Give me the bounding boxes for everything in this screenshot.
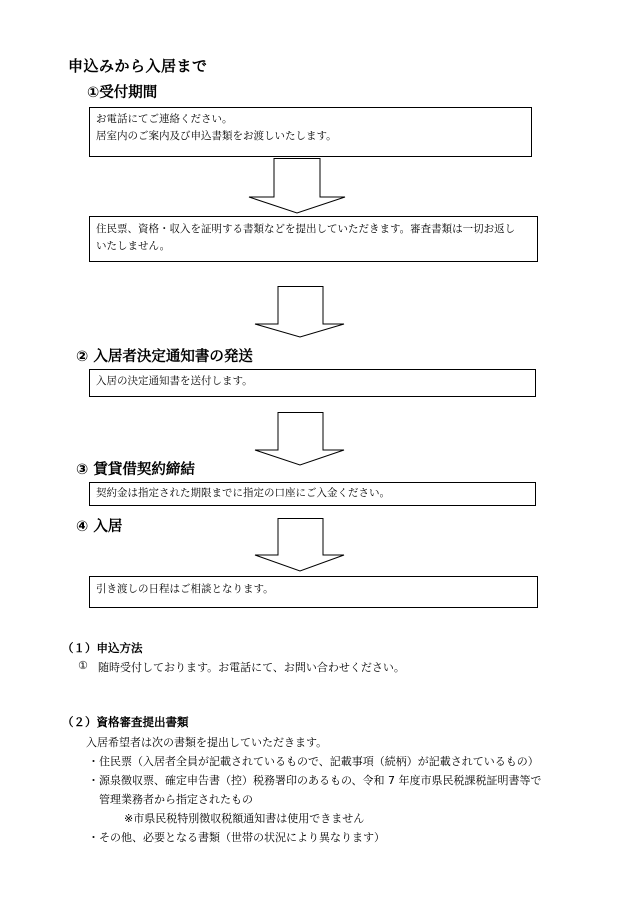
step1-box1-line1: お電話にてご連絡ください。 (96, 113, 233, 125)
section2-note: ※市県民税特別徴収税額通知書は使用できません (124, 812, 365, 825)
down-arrow-icon (253, 412, 345, 466)
step3-box-text: 契約金は指定された期限までに指定の口座にご入金ください。 (96, 487, 390, 499)
section1-heading: （１）申込方法 (62, 641, 143, 655)
down-arrow-icon (253, 518, 345, 572)
step3-heading: ③ 賃貸借契約締結 (76, 462, 195, 478)
step2-heading: ② 入居者決定通知書の発送 (76, 349, 253, 365)
step1-heading: ①受付期間 (87, 85, 158, 101)
down-arrow-icon (253, 286, 345, 338)
section2-bullet: ・源泉徴収票、確定申告書（控）税務署印のあるもの、令和 7 年度市県民税課税証明書等で (88, 774, 542, 787)
step1-box1-line2: 居室内のご案内及び申込書類をお渡しいたします。 (96, 130, 337, 142)
step4-heading: ④ 入居 (76, 519, 123, 535)
step1-box2-line2: いたしません。 (96, 240, 171, 252)
section2-bullet: ・その他、必要となる書類（世帯の状況により異なります） (88, 831, 385, 844)
section1-item-number: ① (78, 659, 88, 672)
step1-box1 (89, 107, 532, 157)
down-arrow-icon (247, 158, 347, 214)
step3-box (89, 482, 536, 506)
section1-item-text: 随時受付しております。お電話にて、お問い合わせください。 (98, 661, 405, 674)
step2-box-text: 入居の決定通知書を送付します。 (96, 375, 253, 387)
section2-intro: 入居希望者は次の書類を提出していただきます。 (86, 736, 328, 749)
step1-box2 (89, 216, 538, 262)
step4-box (89, 576, 538, 608)
step2-box (89, 369, 536, 397)
page-title: 申込みから入居まで (68, 57, 208, 75)
section2-bullet: ・住民票（入居者全員が記載されているもので、記載事項（続柄）が記載されているもの） (88, 755, 539, 768)
step4-box-text: 引き渡しの日程はご相談となります。 (96, 583, 274, 595)
step1-box2-line1: 住民票、資格・収入を証明する書類などを提出していただきます。審査書類は一切お返し (96, 223, 516, 235)
section2-bullet-continuation: 管理業務者から指定されたもの (88, 793, 253, 806)
section2-heading: （２）資格審査提出書類 (62, 715, 189, 729)
